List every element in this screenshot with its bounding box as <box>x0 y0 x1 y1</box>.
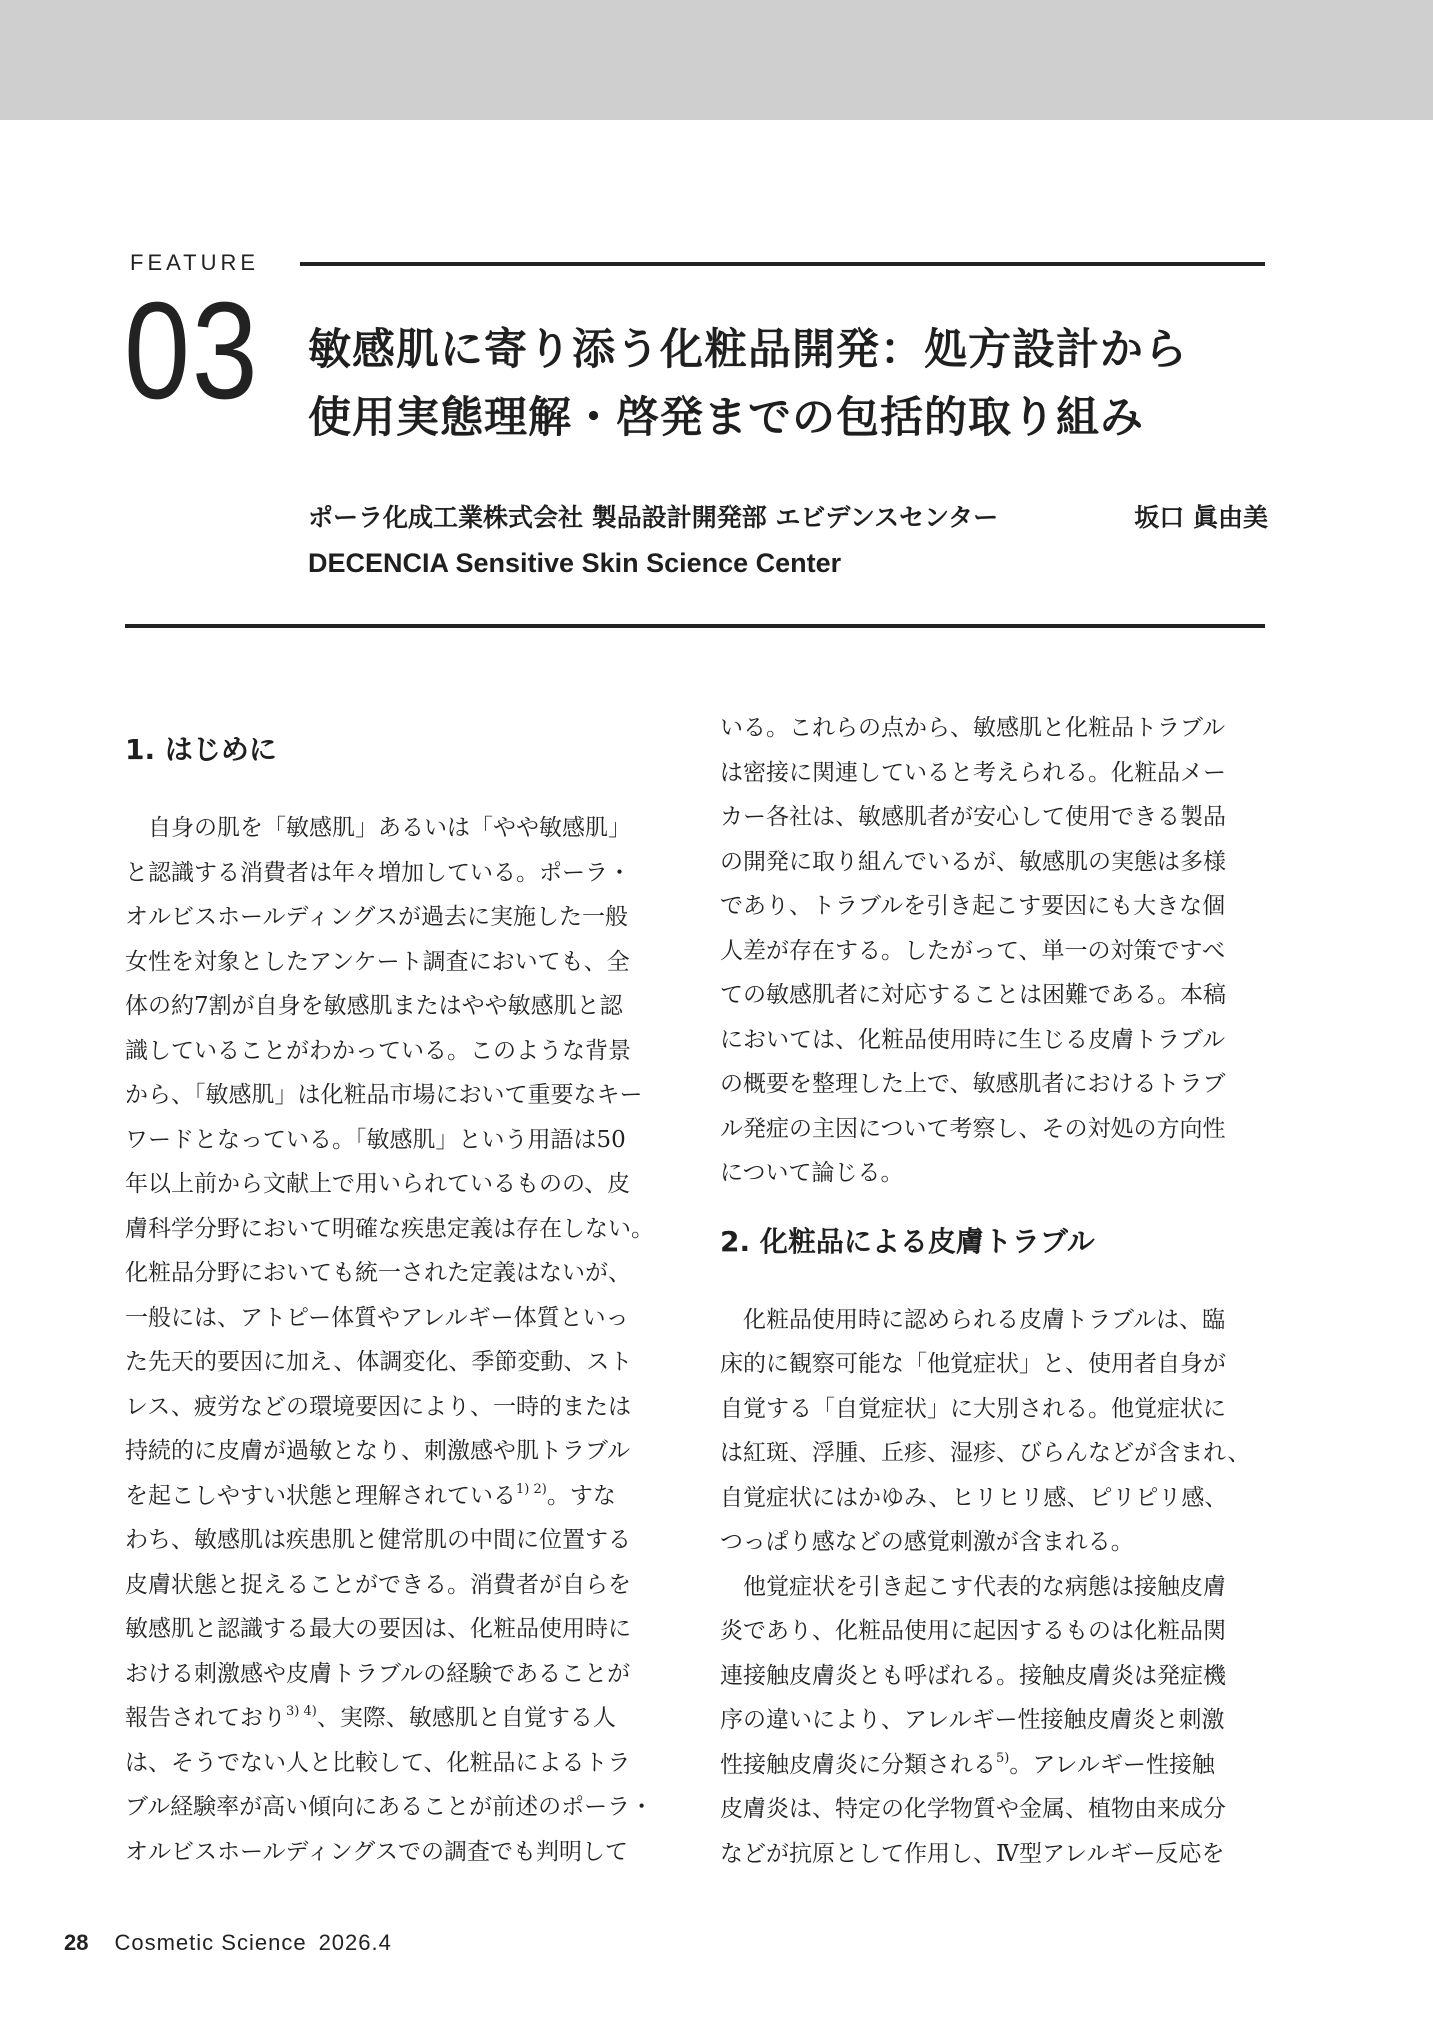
article-title <box>308 316 1268 452</box>
affiliation: ポーラ化成工業株式会社 製品設計開発部 エビデンスセンター <box>308 503 999 532</box>
text-segment: 性接触皮膚炎に分類される <box>720 1751 996 1778</box>
paragraph <box>720 1565 1268 1877</box>
author-name: 坂口 眞由美 <box>1134 503 1268 532</box>
paragraph <box>125 806 671 1874</box>
text-line: 敏感肌と認識する最大の要因は、化粧品使用時に <box>125 1616 631 1642</box>
text-line: などが抗原として作用し、Ⅳ型アレルギー反応を <box>720 1840 1225 1867</box>
text-line: 連接触皮膚炎とも呼ばれる。接触皮膚炎は発症機 <box>720 1662 1226 1689</box>
text-line: 識していることがわかっている。このような背景 <box>125 1037 631 1064</box>
text-line: 女性を対象としたアンケート調査においても、全 <box>125 948 630 975</box>
text-line: においては、化粧品使用時に生じる皮膚トラブル <box>720 1026 1226 1053</box>
text-line: ての敏感肌者に対応することは困難である。本稿 <box>720 982 1226 1008</box>
journal-name: Cosmetic Science <box>114 1930 307 1955</box>
text-line: ル発症の主因について考察し、その対処の方向性 <box>720 1115 1226 1142</box>
text-line: 自覚する「自覚症状」に大別される。他覚症状に <box>720 1395 1226 1422</box>
top-gray-band <box>0 0 1433 120</box>
text-line <box>720 1743 1268 1788</box>
feature-rule <box>300 262 1265 266</box>
text-line: 体の約7割が自身を敏感肌またはやや敏感肌と認 <box>125 993 623 1019</box>
feature-label: FEATURE <box>130 250 260 275</box>
author-line <box>308 496 1268 540</box>
text-line: カー各社は、敏感肌者が安心して使用できる製品 <box>720 804 1226 830</box>
text-line: 自身の肌を「敏感肌」あるいは「やや敏感肌」 <box>125 815 631 841</box>
text-line: から、「敏感肌」は化粧品市場において重要なキー <box>125 1082 643 1108</box>
text-line <box>125 1474 671 1519</box>
text-line: わち、敏感肌は疾患肌と健常肌の中間に位置する <box>125 1527 631 1553</box>
text-line: た先天的要因に加え、体調変化、季節変動、スト <box>125 1349 633 1375</box>
text-line: の開発に取り組んでいるが、敏感肌の実態は多様 <box>720 848 1226 875</box>
title-line: 敏感肌に寄り添う化粧品開発：処方設計から <box>308 325 1188 375</box>
text-line: おける刺激感や皮膚トラブルの経験であることが <box>125 1660 631 1687</box>
text-line: 序の違いにより、アレルギー性接触皮膚炎と刺激 <box>720 1707 1225 1733</box>
text-line: は密接に関連していると考えられる。化粧品メー <box>720 759 1226 786</box>
text-segment: を起こしやすい状態と理解されている <box>125 1482 516 1509</box>
reference-superscript: 5) <box>996 1750 1010 1766</box>
reference-superscript: 3) 4) <box>286 1704 317 1719</box>
section-heading: 2. 化粧品による皮膚トラブル <box>720 1224 1095 1258</box>
text-line: 持続的に皮膚が過敏となり、刺激感や肌トラブル <box>125 1438 631 1464</box>
text-line: 皮膚状態と捉えることができる。消費者が自らを <box>125 1571 631 1598</box>
text-line: は、そうでない人と比較して、化粧品によるトラ <box>125 1749 631 1776</box>
text-line: 年以上前から文献上で用いられているものの、皮 <box>125 1171 631 1197</box>
text-line: 化粧品分野においても統一された定義はないが、 <box>125 1260 631 1286</box>
feature-number: 03 <box>124 274 260 428</box>
text-line: オルビスホールディングスが過去に実施した一般 <box>125 904 629 930</box>
text-line: 自覚症状にはかゆみ、ヒリヒリ感、ピリピリ感、 <box>720 1484 1228 1511</box>
text-line: の概要を整理した上で、敏感肌者におけるトラブ <box>720 1071 1226 1097</box>
text-line: ブル経験率が高い傾向にあることが前述のポーラ・ <box>125 1794 654 1820</box>
text-line: 他覚症状を引き起こす代表的な病態は接触皮膚 <box>720 1573 1226 1600</box>
text-segment: 報告されており <box>125 1705 286 1731</box>
text-segment: 。すな <box>546 1482 616 1509</box>
text-line: 化粧品使用時に認められる皮膚トラブルは、臨 <box>720 1306 1226 1333</box>
text-line: は紅斑、浮腫、丘疹、湿疹、びらんなどが含まれ、 <box>720 1440 1251 1466</box>
text-line: つっぱり感などの感覚刺激が含まれる。 <box>720 1529 1134 1555</box>
text-line <box>125 1696 671 1741</box>
text-segment: 。アレルギー性接触 <box>1009 1751 1215 1778</box>
text-line: いる。これらの点から、敏感肌と化粧品トラブル <box>720 715 1226 741</box>
left-column <box>125 700 671 1874</box>
header-rule <box>125 624 1265 628</box>
text-line: について論じる。 <box>720 1160 904 1186</box>
right-column <box>720 706 1268 1876</box>
affiliation-en: DECENCIA Sensitive Skin Science Center <box>308 548 842 578</box>
paragraph <box>720 1298 1268 1565</box>
text-line: 人差が存在する。したがって、単一の対策ですべ <box>720 937 1226 964</box>
reference-superscript: 1) 2) <box>516 1481 547 1497</box>
text-line: 膚科学分野において明確な疾患定義は存在しない。 <box>125 1215 654 1242</box>
text-line: 床的に観察可能な「他覚症状」と、使用者自身が <box>720 1351 1226 1377</box>
author-block <box>308 496 1268 586</box>
page-number: 28 <box>64 1930 89 1955</box>
issue-date: 2026.4 <box>318 1930 392 1955</box>
text-segment: 、実際、敏感肌と自覚する人 <box>316 1705 616 1731</box>
page-footer <box>64 1930 392 1956</box>
text-line: レス、疲労などの環境要因により、一時的または <box>125 1393 631 1420</box>
title-line: 使用実態理解・啓発までの包括的取り組み <box>308 393 1144 443</box>
text-line: であり、トラブルを引き起こす要因にも大きな個 <box>720 893 1226 919</box>
text-line: と認識する消費者は年々増加している。ポーラ・ <box>125 859 631 886</box>
text-line: ワードとなっている。「敏感肌」という用語は50 <box>125 1126 626 1153</box>
text-line: オルビスホールディングスでの調査でも判明して <box>125 1838 629 1865</box>
text-line: 炎であり、化粧品使用に起因するものは化粧品関 <box>720 1618 1226 1644</box>
section-heading: 1. はじめに <box>125 733 277 766</box>
text-line: 皮膚炎は、特定の化学物質や金属、植物由来成分 <box>720 1796 1226 1822</box>
paragraph <box>720 706 1268 1196</box>
text-line: 一般には、アトピー体質やアレルギー体質といっ <box>125 1304 629 1331</box>
